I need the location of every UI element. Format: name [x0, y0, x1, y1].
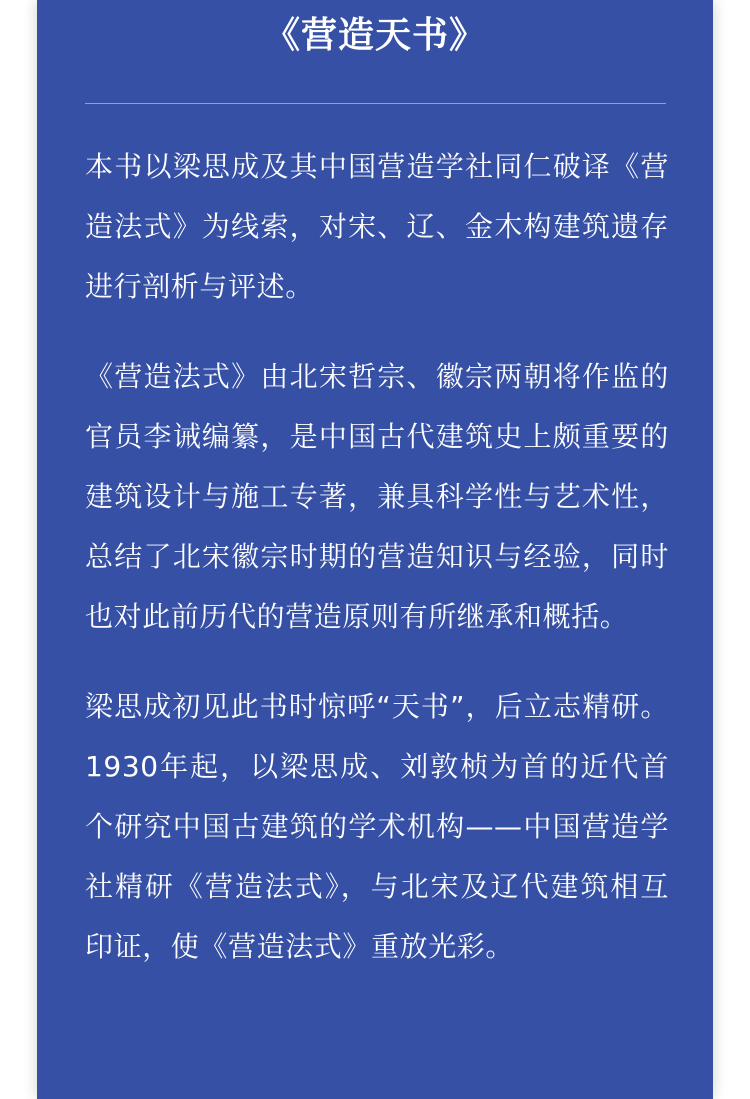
title-divider	[85, 103, 666, 104]
book-description	[85, 137, 669, 1007]
paragraph-liang-sicheng: 梁思成初见此书时惊呼“天书”，后立志精研。1930年起，以梁思成、刘敦桢为首的近代首个研究中国古建筑的学术机构——中国营造学社精研《营造法式》，与北宋及辽代建筑相互印证，使《营造法式》重放光彩。	[85, 690, 669, 963]
book-title: 《营造天书》	[263, 15, 486, 56]
book-intro-card	[37, 0, 713, 1099]
paragraph-intro: 本书以梁思成及其中国营造学社同仁破译《营造法式》为线索，对宋、辽、金木构建筑遗存进行剖析与评述。	[85, 150, 669, 303]
paragraph-yingzao-fashi: 《营造法式》由北宋哲宗、徽宗两朝将作监的官员李诫编纂，是中国古代建筑史上颇重要的建筑设计与施工专著，兼具科学性与艺术性，总结了北宋徽宗时期的营造知识与经验，同时也对此前历代的营造原则有所继承和概括。	[85, 360, 669, 633]
